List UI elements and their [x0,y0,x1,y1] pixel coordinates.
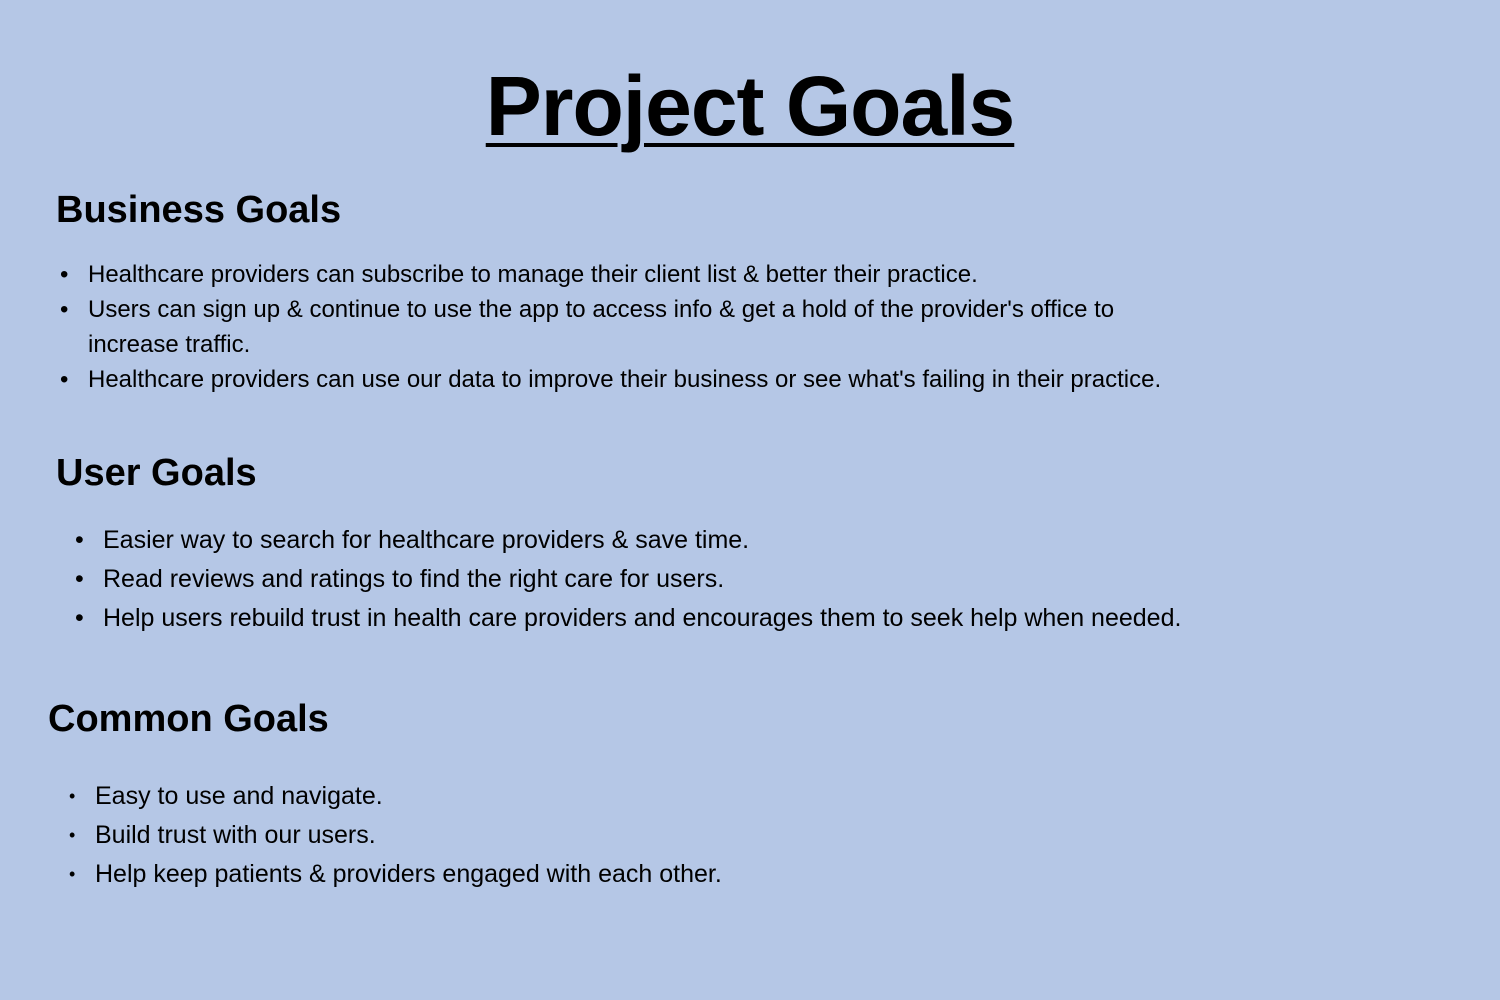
list-item [69,816,1095,855]
bullet-icon: • [75,604,84,632]
list-item [75,521,1403,560]
business-goals-list [60,257,1208,397]
page-title [0,56,1500,156]
list-item-text: Users can sign up & continue to use the app to access info & get a hold of the provider's office to increase traffic. [88,296,1115,358]
bullet-icon: • [69,864,76,884]
list-item-text: Help keep patients & providers engaged with each other. [95,860,722,888]
list-item [60,292,1198,362]
list-item [75,599,1403,638]
list-item [60,257,1208,292]
list-item-text: Healthcare providers can subscribe to manage their client list & better their practice. [88,261,978,288]
user-goals-heading: User Goals [56,452,257,494]
list-item-text: Read reviews and ratings to find the right care for users. [103,565,725,593]
list-item [60,362,1183,397]
bullet-icon: • [60,296,69,323]
list-item-text: Easier way to search for healthcare providers & save time. [103,526,750,554]
list-item [69,777,1095,816]
list-item-text: Build trust with our users. [95,821,376,849]
business-goals-heading: Business Goals [56,189,342,231]
list-item-text: Help users rebuild trust in health care providers and encourages them to seek help when needed. [103,604,1182,632]
common-goals-heading: Common Goals [48,698,329,740]
bullet-icon: • [60,261,69,288]
page-title-text: Project Goals [485,59,1015,153]
bullet-icon: • [60,366,69,393]
user-goals-list [75,521,1403,638]
list-item-text: Healthcare providers can use our data to improve their business or see what's failing in their practice. [88,366,1162,393]
list-item [75,560,1403,599]
bullet-icon: • [75,526,84,554]
bullet-icon: • [75,565,84,593]
bullet-icon: • [69,786,76,806]
list-item [69,855,1095,894]
list-item-text: Easy to use and navigate. [95,782,383,810]
common-goals-list [69,777,1095,894]
bullet-icon: • [69,825,76,845]
